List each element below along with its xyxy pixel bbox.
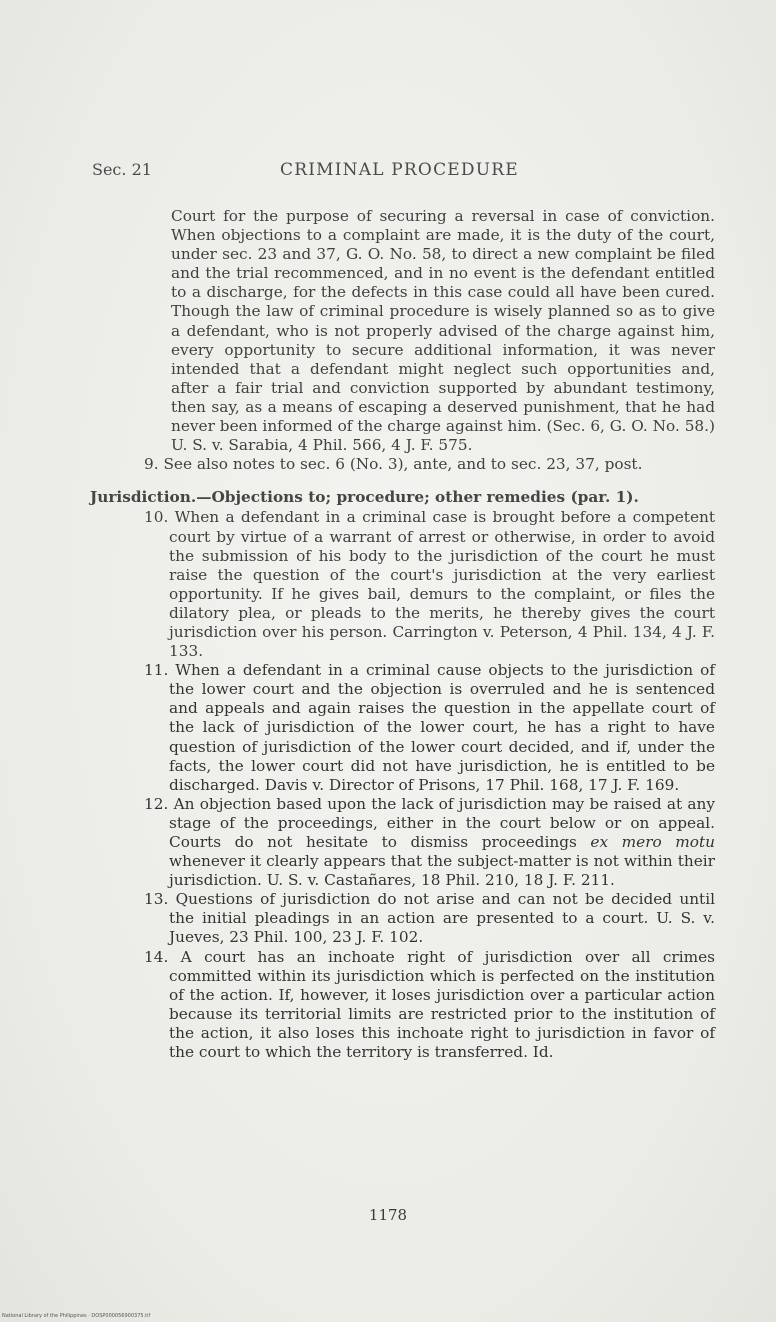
note-12-pre: 12. An objection based upon the lack of jurisdiction may be raised at any stage of the proceedings, either in the court below or on appeal. Courts do not hesitate to dismiss proceedings (144, 794, 715, 851)
note-14: 14. A court has an inchoate right of jurisdiction over all crimes committed within its jurisdiction which is perfected on the institution of the action. If, however, it loses jurisdiction over a particular action because its territorial limits are restricted prior to the institution of the action, it also loses this inchoate right to jurisdiction in favor of the court to which the territory is transferred. Id. (144, 947, 715, 1062)
note-12 (90, 795, 715, 890)
note-9: 9. See also notes to sec. 6 (No. 3), ante, and to sec. 23, 37, post. (144, 455, 643, 474)
note-11: 11. When a defendant in a criminal cause objects to the jurisdiction of the lower court and the objection is overruled and he is sentenced and appeals and again raises the question in the appellate court of the lack of jurisdiction of the lower court, he has a right to have question of jurisdiction of the lower court decided, and if, under the facts, the lower court did not have jurisdiction, he is entitled to be discharged. Davis v. Director of Prisons, 17 Phil. 168, 17 J. F. 169. (144, 661, 715, 794)
section-label: Sec. 21 (92, 160, 152, 179)
page-title: CRIMINAL PROCEDURE (280, 160, 519, 180)
page-number: 1178 (368, 1206, 408, 1224)
body-text (90, 207, 715, 1062)
scan-footer: National Library of the Philippines · DOSP000056900375.tif (2, 1313, 151, 1319)
note-12-post: whenever it clearly appears that the subject-matter is not within their jurisdiction. U. S. v. Castañares, 18 Phil. 210, 18 J. F. 211. (169, 852, 715, 890)
note-13: 13. Questions of jurisdiction do not arise and can not be decided until the initial pleadings in an action are presented to a court. U. S. v. Jueves, 23 Phil. 100, 23 J. F. 102. (144, 890, 715, 947)
section-heading: Jurisdiction.—Objections to; procedure; other remedies (par. 1). (90, 488, 639, 507)
continuation-paragraph: Court for the purpose of securing a reversal in case of conviction. When objections to a complaint are made, it is the duty of the court, under sec. 23 and 37, G. O. No. 58, to direct a new complaint be filed and the trial recommenced, and in no event is the defendant entitled to a discharge, for the defects in this case could all have been cured. Though the law of criminal procedure is wisely planned so as to give a defendant, who is not properly advised of the charge against him, every opportunity to secure additional information, it was never intended that a defendant might neglect such opportunities and, after a fair trial and conviction supported by abundant testimony, then say, as a means of escaping a deserved punishment, that he had never been informed of the charge against him. (Sec. 6, G. O. No. 58.) U. S. v. Sarabia, 4 Phil. 566, 4 J. F. 575. (171, 207, 715, 455)
note-12-latin: ex mero motu (590, 833, 715, 851)
note-10: 10. When a defendant in a criminal case is brought before a competent court by virtue of a warrant of arrest or otherwise, in order to avoid the submission of his body to the jurisdiction of the court he must raise the question of the court's jurisdiction at the very earliest opportunity. If he gives bail, demurs to the complaint, or files the dilatory plea, or pleads to the merits, he thereby gives the court jurisdiction over his person. Carrington v. Peterson, 4 Phil. 134, 4 J. F. 133. (144, 508, 715, 661)
running-header (92, 160, 722, 184)
